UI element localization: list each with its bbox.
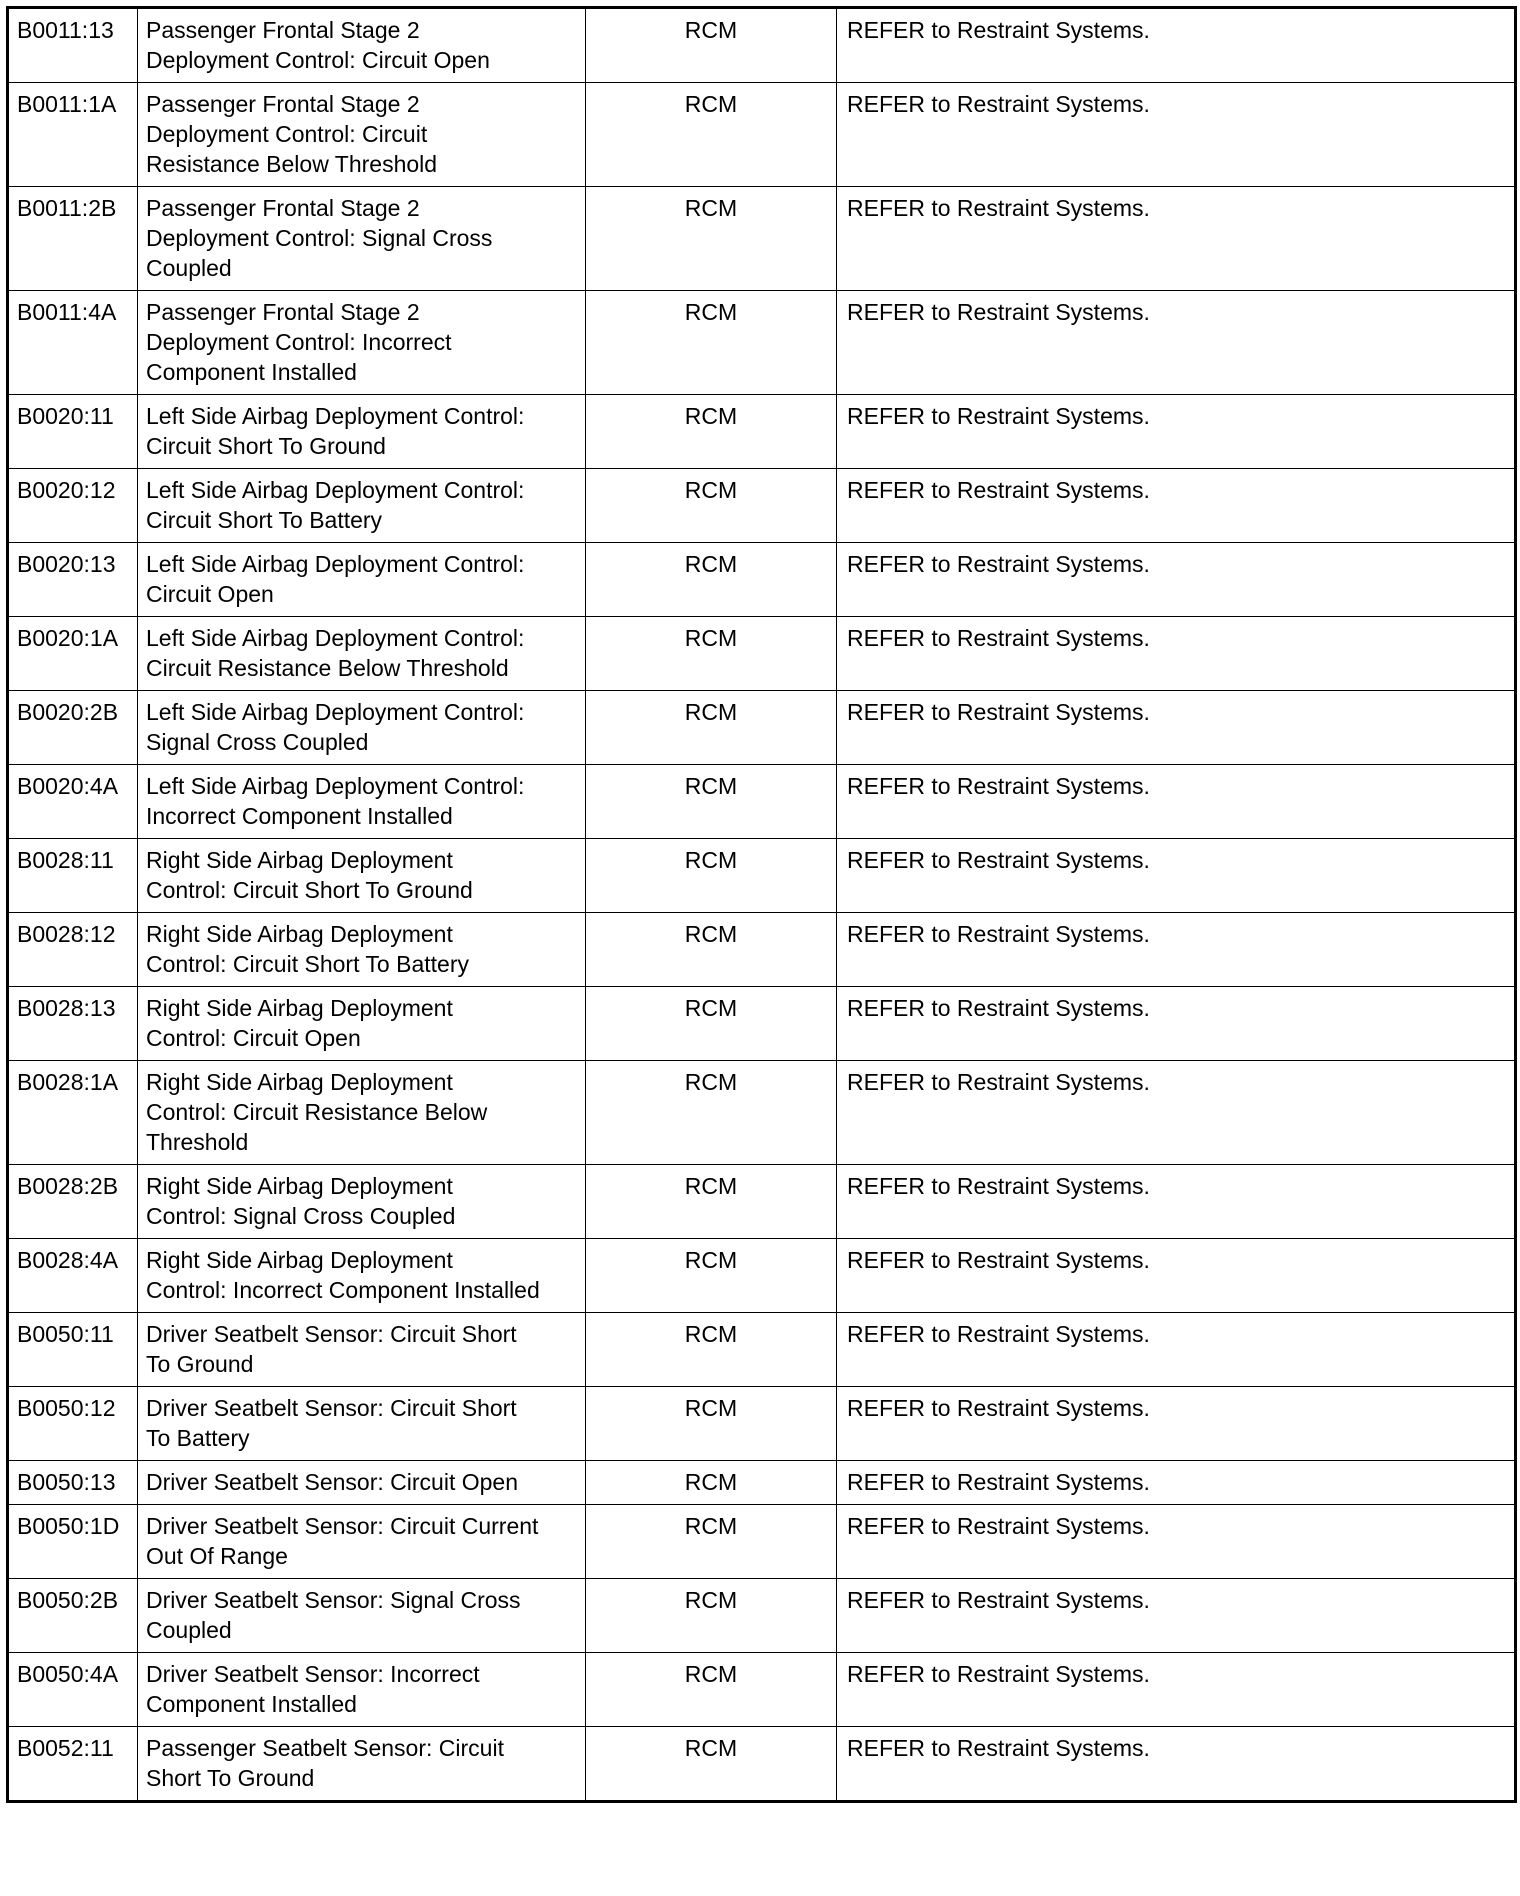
dtc-description-line: Coupled: [146, 1617, 232, 1643]
dtc-action-cell: REFER to Restraint Systems.: [837, 1387, 1516, 1461]
dtc-description-cell: [138, 469, 586, 543]
dtc-description-cell: [138, 913, 586, 987]
dtc-module-cell: RCM: [586, 765, 837, 839]
dtc-action-cell: REFER to Restraint Systems.: [837, 1727, 1516, 1802]
table-row: [8, 543, 1516, 617]
table-row: [8, 395, 1516, 469]
dtc-description-line: Passenger Frontal Stage 2: [146, 91, 420, 117]
dtc-description-cell: [138, 691, 586, 765]
dtc-code-cell: B0020:12: [8, 469, 138, 543]
dtc-action-cell: REFER to Restraint Systems.: [837, 395, 1516, 469]
dtc-code-cell: B0028:2B: [8, 1165, 138, 1239]
dtc-description-line: Incorrect Component Installed: [146, 803, 453, 829]
dtc-description-cell: [138, 839, 586, 913]
dtc-description-line: Left Side Airbag Deployment Control:: [146, 625, 525, 651]
dtc-description-line: Control: Incorrect Component Installed: [146, 1277, 540, 1303]
dtc-description-cell: [138, 1239, 586, 1313]
dtc-module-cell: RCM: [586, 617, 837, 691]
dtc-description-cell: [138, 1505, 586, 1579]
dtc-description-line: Driver Seatbelt Sensor: Incorrect: [146, 1661, 480, 1687]
dtc-code-cell: B0011:1A: [8, 83, 138, 187]
dtc-action-cell: REFER to Restraint Systems.: [837, 691, 1516, 765]
dtc-description-line: Deployment Control: Signal Cross: [146, 225, 493, 251]
table-row: [8, 691, 1516, 765]
dtc-module-cell: RCM: [586, 1239, 837, 1313]
dtc-action-cell: REFER to Restraint Systems.: [837, 1239, 1516, 1313]
dtc-module-cell: RCM: [586, 691, 837, 765]
dtc-code-cell: B0020:13: [8, 543, 138, 617]
dtc-table: [6, 6, 1517, 1803]
dtc-code-cell: B0028:12: [8, 913, 138, 987]
dtc-action-cell: REFER to Restraint Systems.: [837, 839, 1516, 913]
dtc-module-cell: RCM: [586, 1505, 837, 1579]
dtc-description-line: Resistance Below Threshold: [146, 151, 438, 177]
table-row: [8, 469, 1516, 543]
table-row: [8, 913, 1516, 987]
table-row: [8, 1239, 1516, 1313]
table-row: [8, 1653, 1516, 1727]
dtc-description-cell: [138, 617, 586, 691]
table-row: [8, 8, 1516, 83]
table-row: [8, 291, 1516, 395]
table-row: [8, 1165, 1516, 1239]
dtc-description-cell: [138, 543, 586, 617]
dtc-description-cell: [138, 1579, 586, 1653]
table-row: [8, 1387, 1516, 1461]
table-row: [8, 1579, 1516, 1653]
dtc-description-line: Driver Seatbelt Sensor: Circuit Current: [146, 1513, 539, 1539]
dtc-description-line: Left Side Airbag Deployment Control:: [146, 551, 525, 577]
dtc-code-cell: B0020:1A: [8, 617, 138, 691]
dtc-description-line: Component Installed: [146, 359, 357, 385]
dtc-description-cell: [138, 1461, 586, 1505]
dtc-description-line: Driver Seatbelt Sensor: Circuit Short: [146, 1321, 517, 1347]
dtc-action-cell: REFER to Restraint Systems.: [837, 913, 1516, 987]
dtc-action-cell: REFER to Restraint Systems.: [837, 1505, 1516, 1579]
dtc-description-line: Passenger Frontal Stage 2: [146, 195, 420, 221]
dtc-module-cell: RCM: [586, 543, 837, 617]
dtc-description-line: Right Side Airbag Deployment: [146, 847, 453, 873]
dtc-code-cell: B0050:4A: [8, 1653, 138, 1727]
dtc-module-cell: RCM: [586, 291, 837, 395]
dtc-code-cell: B0028:4A: [8, 1239, 138, 1313]
table-row: [8, 1727, 1516, 1802]
dtc-code-cell: B0028:11: [8, 839, 138, 913]
dtc-description-line: Control: Circuit Short To Battery: [146, 951, 469, 977]
dtc-description-cell: [138, 8, 586, 83]
dtc-action-cell: REFER to Restraint Systems.: [837, 291, 1516, 395]
dtc-code-cell: B0050:2B: [8, 1579, 138, 1653]
dtc-module-cell: RCM: [586, 395, 837, 469]
dtc-module-cell: RCM: [586, 1313, 837, 1387]
dtc-description-line: Circuit Short To Ground: [146, 433, 386, 459]
dtc-description-line: Coupled: [146, 255, 232, 281]
dtc-description-cell: [138, 1727, 586, 1802]
dtc-description-cell: [138, 1313, 586, 1387]
dtc-module-cell: RCM: [586, 1653, 837, 1727]
dtc-action-cell: REFER to Restraint Systems.: [837, 1165, 1516, 1239]
dtc-description-line: Right Side Airbag Deployment: [146, 1247, 453, 1273]
dtc-description-line: Driver Seatbelt Sensor: Signal Cross: [146, 1587, 521, 1613]
dtc-code-cell: B0020:4A: [8, 765, 138, 839]
dtc-description-line: Out Of Range: [146, 1543, 288, 1569]
dtc-action-cell: REFER to Restraint Systems.: [837, 543, 1516, 617]
dtc-code-cell: B0050:1D: [8, 1505, 138, 1579]
dtc-action-cell: REFER to Restraint Systems.: [837, 987, 1516, 1061]
dtc-description-line: To Ground: [146, 1351, 254, 1377]
dtc-code-cell: B0020:2B: [8, 691, 138, 765]
dtc-description-line: Control: Circuit Resistance Below: [146, 1099, 488, 1125]
dtc-module-cell: RCM: [586, 1387, 837, 1461]
dtc-description-line: Control: Signal Cross Coupled: [146, 1203, 456, 1229]
dtc-module-cell: RCM: [586, 987, 837, 1061]
dtc-description-line: Deployment Control: Incorrect: [146, 329, 452, 355]
dtc-description-line: Passenger Frontal Stage 2: [146, 299, 420, 325]
dtc-module-cell: RCM: [586, 1727, 837, 1802]
dtc-description-cell: [138, 395, 586, 469]
dtc-description-line: Deployment Control: Circuit: [146, 121, 428, 147]
dtc-action-cell: REFER to Restraint Systems.: [837, 83, 1516, 187]
dtc-module-cell: RCM: [586, 1165, 837, 1239]
dtc-module-cell: RCM: [586, 187, 837, 291]
dtc-description-line: Circuit Short To Battery: [146, 507, 383, 533]
dtc-description-cell: [138, 291, 586, 395]
dtc-description-cell: [138, 1165, 586, 1239]
dtc-description-cell: [138, 187, 586, 291]
dtc-code-cell: B0028:1A: [8, 1061, 138, 1165]
dtc-description-line: Threshold: [146, 1129, 249, 1155]
dtc-description-line: Right Side Airbag Deployment: [146, 1173, 453, 1199]
dtc-action-cell: REFER to Restraint Systems.: [837, 1313, 1516, 1387]
dtc-description-cell: [138, 1653, 586, 1727]
dtc-module-cell: RCM: [586, 1579, 837, 1653]
table-row: [8, 617, 1516, 691]
dtc-description-line: Passenger Seatbelt Sensor: Circuit: [146, 1735, 504, 1761]
dtc-description-line: Short To Ground: [146, 1765, 315, 1791]
table-row: [8, 1313, 1516, 1387]
dtc-action-cell: REFER to Restraint Systems.: [837, 1461, 1516, 1505]
dtc-code-cell: B0052:11: [8, 1727, 138, 1802]
dtc-description-line: Signal Cross Coupled: [146, 729, 369, 755]
dtc-description-line: Deployment Control: Circuit Open: [146, 47, 490, 73]
dtc-module-cell: RCM: [586, 469, 837, 543]
dtc-module-cell: RCM: [586, 839, 837, 913]
dtc-module-cell: RCM: [586, 913, 837, 987]
dtc-code-cell: B0050:12: [8, 1387, 138, 1461]
dtc-description-line: Circuit Open: [146, 581, 274, 607]
dtc-module-cell: RCM: [586, 8, 837, 83]
dtc-description-line: Control: Circuit Open: [146, 1025, 361, 1051]
dtc-description-line: Component Installed: [146, 1691, 357, 1717]
dtc-code-cell: B0050:11: [8, 1313, 138, 1387]
table-row: [8, 1505, 1516, 1579]
dtc-description-cell: [138, 1387, 586, 1461]
dtc-action-cell: REFER to Restraint Systems.: [837, 1653, 1516, 1727]
dtc-description-line: Right Side Airbag Deployment: [146, 995, 453, 1021]
dtc-table-body: [8, 8, 1516, 1802]
dtc-code-cell: B0011:4A: [8, 291, 138, 395]
dtc-module-cell: RCM: [586, 1461, 837, 1505]
dtc-module-cell: RCM: [586, 83, 837, 187]
dtc-action-cell: REFER to Restraint Systems.: [837, 187, 1516, 291]
dtc-description-cell: [138, 83, 586, 187]
dtc-description-line: Right Side Airbag Deployment: [146, 921, 453, 947]
table-row: [8, 187, 1516, 291]
dtc-description-line: Driver Seatbelt Sensor: Circuit Open: [146, 1469, 518, 1495]
dtc-description-line: Driver Seatbelt Sensor: Circuit Short: [146, 1395, 517, 1421]
dtc-action-cell: REFER to Restraint Systems.: [837, 1579, 1516, 1653]
dtc-action-cell: REFER to Restraint Systems.: [837, 617, 1516, 691]
table-row: [8, 839, 1516, 913]
dtc-action-cell: REFER to Restraint Systems.: [837, 8, 1516, 83]
dtc-description-line: Circuit Resistance Below Threshold: [146, 655, 509, 681]
table-row: [8, 987, 1516, 1061]
dtc-code-cell: B0011:13: [8, 8, 138, 83]
dtc-action-cell: REFER to Restraint Systems.: [837, 765, 1516, 839]
table-row: [8, 1061, 1516, 1165]
dtc-module-cell: RCM: [586, 1061, 837, 1165]
dtc-description-line: Left Side Airbag Deployment Control:: [146, 699, 525, 725]
table-row: [8, 1461, 1516, 1505]
table-row: [8, 83, 1516, 187]
dtc-description-cell: [138, 987, 586, 1061]
dtc-code-cell: B0028:13: [8, 987, 138, 1061]
dtc-description-line: Right Side Airbag Deployment: [146, 1069, 453, 1095]
dtc-description-line: To Battery: [146, 1425, 250, 1451]
dtc-description-line: Passenger Frontal Stage 2: [146, 17, 420, 43]
dtc-description-line: Left Side Airbag Deployment Control:: [146, 403, 525, 429]
dtc-description-cell: [138, 1061, 586, 1165]
dtc-code-cell: B0050:13: [8, 1461, 138, 1505]
dtc-description-line: Left Side Airbag Deployment Control:: [146, 477, 525, 503]
table-row: [8, 765, 1516, 839]
dtc-description-line: Left Side Airbag Deployment Control:: [146, 773, 525, 799]
dtc-action-cell: REFER to Restraint Systems.: [837, 1061, 1516, 1165]
dtc-description-line: Control: Circuit Short To Ground: [146, 877, 473, 903]
dtc-action-cell: REFER to Restraint Systems.: [837, 469, 1516, 543]
dtc-description-cell: [138, 765, 586, 839]
dtc-code-cell: B0020:11: [8, 395, 138, 469]
dtc-code-cell: B0011:2B: [8, 187, 138, 291]
